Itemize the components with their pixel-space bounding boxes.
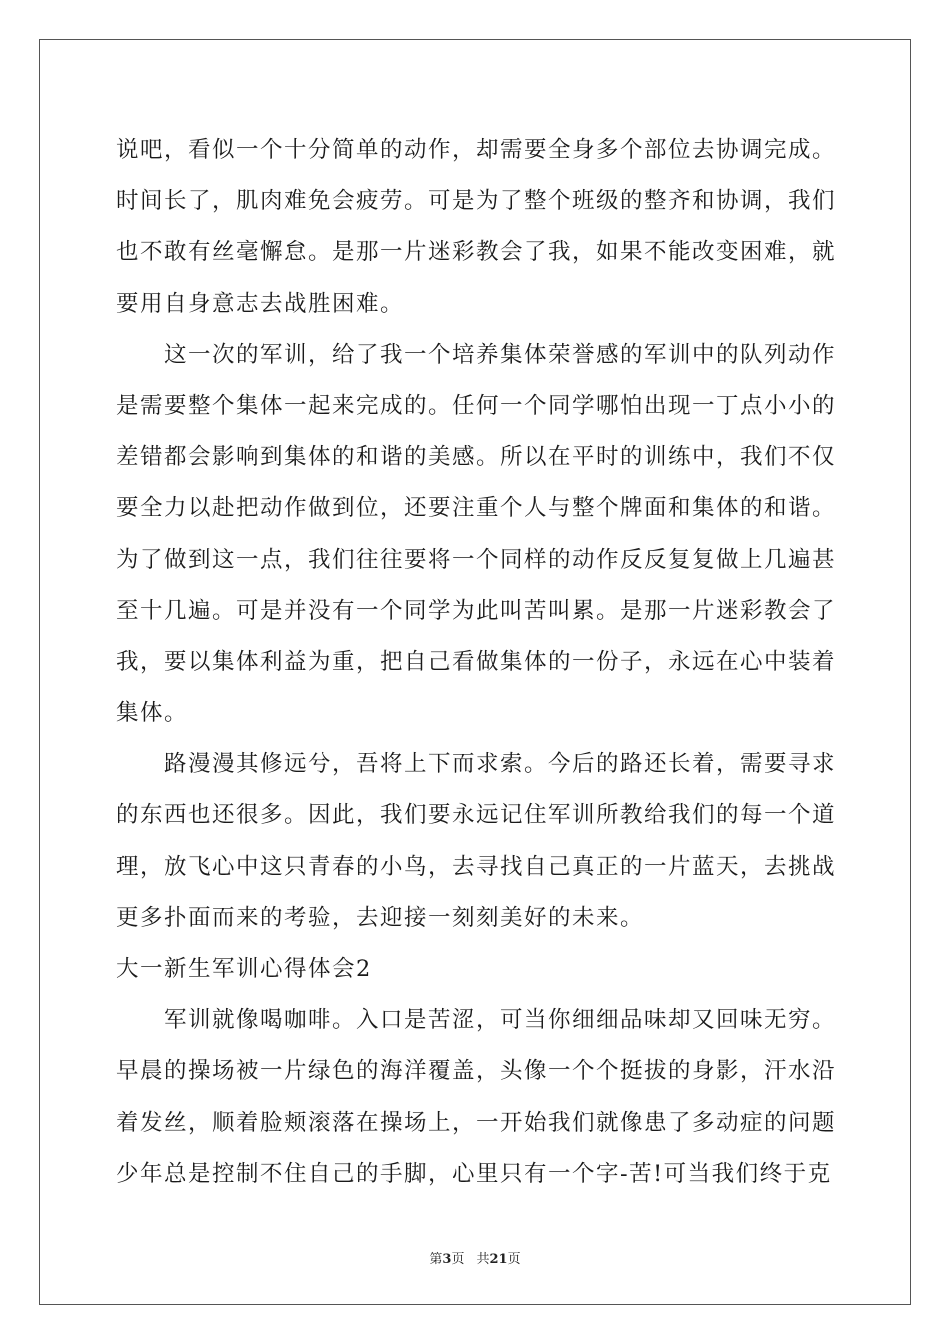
page-footer	[0, 1248, 950, 1267]
paragraph-start-line: 军训就像喝咖啡。入口是苦涩，可当你细细品味却又回味无穷。	[164, 1007, 837, 1034]
text-line: 为了做到这一点，我们往往要将一个同样的动作反反复复做上几遍甚	[116, 546, 837, 573]
section-heading: 大一新生军训心得体会2	[116, 956, 372, 982]
total-prefix: 共	[476, 1252, 490, 1267]
text-line: 理，放飞心中这只青春的小鸟，去寻找自己真正的一片蓝天，去挑战	[116, 853, 837, 880]
total-suffix: 页	[507, 1252, 521, 1267]
text-line: 差错都会影响到集体的和谐的美感。所以在平时的训练中，我们不仅	[116, 444, 837, 471]
text-line: 说吧，看似一个十分简单的动作，却需要全身多个部位去协调完成。	[116, 137, 837, 163]
page-number: 3	[442, 1252, 452, 1267]
total-pages: 21	[489, 1252, 508, 1267]
text-line: 时间长了，肌肉难免会疲劳。可是为了整个班级的整齐和协调，我们	[116, 188, 837, 215]
text-line: 要用自身意志去战胜困难。	[116, 290, 405, 317]
page-suffix: 页	[451, 1252, 465, 1267]
text-line: 早晨的操场被一片绿色的海洋覆盖，头像一个个挺拔的身影，汗水沿	[116, 1058, 837, 1085]
text-line: 少年总是控制不住自己的手脚，心里只有一个字-苦!可当我们终于克	[116, 1160, 832, 1187]
text-line: 至十几遍。可是并没有一个同学为此叫苦叫累。是那一片迷彩教会了	[116, 597, 837, 624]
text-line: 是需要整个集体一起来完成的。任何一个同学哪怕出现一丁点小小的	[116, 392, 837, 419]
text-line: 集体。	[116, 700, 189, 727]
text-line: 要全力以赴把动作做到位，还要注重个人与整个牌面和集体的和谐。	[116, 495, 837, 522]
text-line: 的东西也还很多。因此，我们要永远记住军训所教给我们的每一个道	[116, 802, 837, 829]
text-line: 我，要以集体利益为重，把自己看做集体的一份子，永远在心中装着	[116, 648, 837, 675]
text-line: 更多扑面而来的考验，去迎接一刻刻美好的未来。	[116, 904, 645, 931]
text-line: 也不敢有丝毫懈怠。是那一片迷彩教会了我，如果不能改变困难，就	[116, 239, 837, 266]
text-line: 着发丝，顺着脸颊滚落在操场上，一开始我们就像患了多动症的问题	[116, 1109, 837, 1136]
paragraph-start-line: 路漫漫其修远兮，吾将上下而求索。今后的路还长着，需要寻求	[164, 751, 837, 778]
paragraph-start-line: 这一次的军训，给了我一个培养集体荣誉感的军训中的队列动作	[164, 341, 837, 368]
document-body	[116, 125, 836, 1200]
page-prefix: 第	[429, 1252, 443, 1267]
